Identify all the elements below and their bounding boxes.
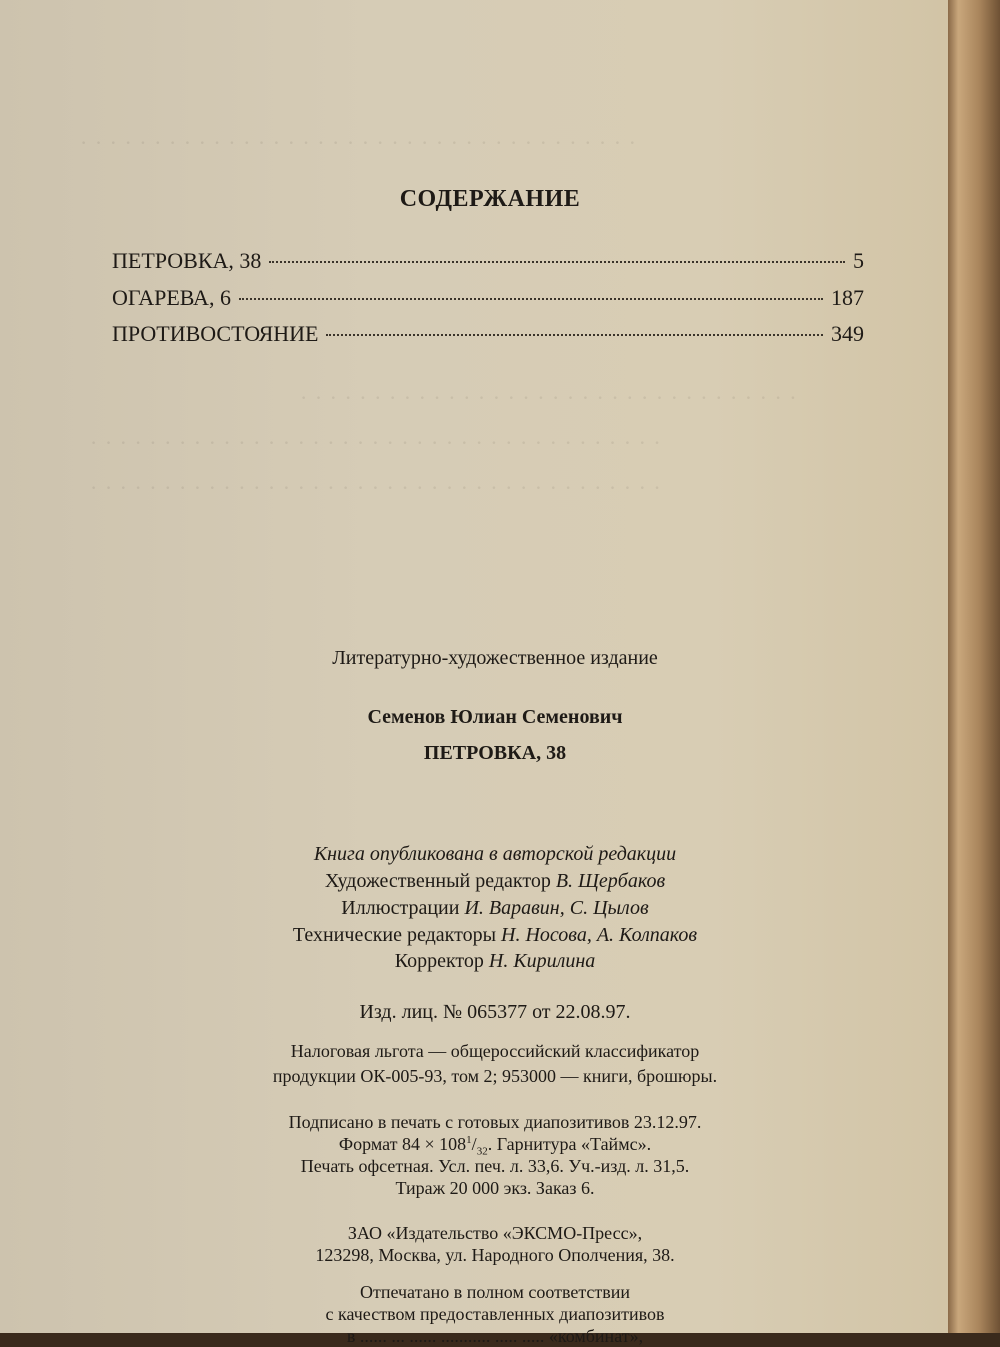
art-editor-line: [0, 870, 990, 893]
printed-line-2: с качеством предоставленных диапозитивов: [325, 1304, 665, 1324]
publisher-line-2: 123298, Москва, ул. Народного Ополчения, 38.: [315, 1245, 675, 1265]
dot-leader: [239, 298, 823, 300]
tax-line-2: продукции ОК-005-93, том 2; 953000 — книги, брошюры.: [272, 1066, 718, 1086]
format-suffix: . Гарнитура «Таймс».: [487, 1134, 652, 1154]
toc-entry: [112, 248, 864, 274]
dot-leader: [269, 261, 845, 263]
print-type-line: Печать офсетная. Усл. печ. л. 33,6. Уч.-изд. л. 31,5.: [300, 1156, 690, 1176]
publisher-line-1: ЗАО «Издательство «ЭКСМО-Пресс»,: [347, 1223, 643, 1243]
dot-leader: [326, 334, 823, 336]
corrector-line: [0, 950, 990, 973]
printed-line-3: в ...... ... ...... ........... ..... ..... «комбинат»,: [346, 1326, 644, 1346]
author-name: Семенов Юлиан Семенович: [367, 706, 623, 728]
toc-entry-title: ПЕТРОВКА, 38: [112, 248, 262, 273]
edition-type: Литературно-художественное издание: [332, 647, 658, 669]
toc-entry-page: 349: [831, 321, 864, 346]
format-line: Формат $84 \times 108^1/_{32}$. Гарнитура «Таймс».: [338, 1134, 652, 1158]
corrector-label: Корректор: [394, 950, 484, 972]
format-prefix: Формат 84 × 108: [338, 1134, 467, 1154]
toc-entry-page: 5: [853, 248, 864, 273]
print-signed-line: Подписано в печать с готовых диапозитивов 23.12.97.: [288, 1112, 702, 1132]
tech-editors-names: Н. Носова, А. Колпаков: [501, 924, 698, 946]
toc-entry-title: ПРОТИВОСТОЯНИЕ: [112, 321, 319, 346]
contents-heading: СОДЕРЖАНИЕ: [399, 186, 581, 212]
corrector-name: Н. Кирилина: [488, 950, 596, 972]
bleed-through-text: · · · · · · · · · · · · · · · · · · · · · · · · · · · · · · · · · ·: [300, 385, 798, 410]
format-numerator: 1: [466, 1134, 472, 1146]
toc-entry-page: 187: [831, 285, 864, 310]
toc-entry: [112, 321, 864, 347]
circulation-line: Тираж 20 000 экз. Заказ 6.: [395, 1178, 595, 1198]
toc-entry: [112, 285, 864, 311]
tech-editors-line: [0, 924, 990, 947]
book-title: ПЕТРОВКА, 38: [423, 742, 567, 764]
illustrations-line: [0, 897, 990, 920]
bleed-through-text: · · · · · · · · · · · · · · · · · · · · · · · · · · · · · · · · · · · · · ·: [80, 130, 637, 155]
art-editor-label: Художественный редактор: [324, 870, 551, 892]
format-denominator: 32: [476, 1145, 488, 1158]
illustrations-names: И. Варавин, С. Цылов: [464, 897, 649, 919]
tax-line-1: Налоговая льгота — общероссийский классификатор: [290, 1041, 700, 1061]
bleed-through-text: · · · · · · · · · · · · · · · · · · · · · · · · · · · · · · · · · · · · · · ·: [90, 430, 662, 455]
license-line: Изд. лиц. № 065377 от 22.08.97.: [359, 1001, 631, 1023]
tech-editors-label: Технические редакторы: [292, 924, 497, 946]
toc-entry-title: ОГАРЕВА, 6: [112, 285, 231, 310]
bleed-through-text: · · · · · · · · · · · · · · · · · · · · · · · · · · · · · · · · · · · · · · ·: [90, 475, 662, 500]
art-editor-name: В. Щербаков: [555, 870, 666, 892]
illustrations-label: Иллюстрации: [341, 897, 460, 919]
printed-line-1: Отпечатано в полном соответствии: [359, 1282, 631, 1302]
edition-note: Книга опубликована в авторской редакции: [313, 843, 677, 865]
book-page-edge: [948, 0, 1000, 1333]
